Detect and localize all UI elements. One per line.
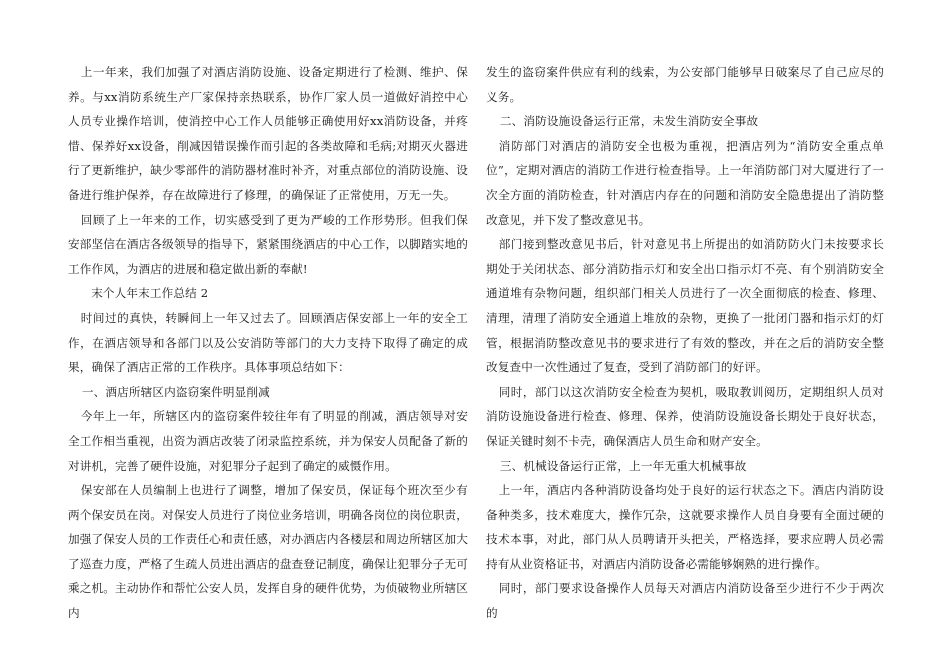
paragraph-rectification: 部门接到整改意见书后，针对意见书上所提出的如消防防火门未按要求长期处于关闭状态、部分消防指示灯和安全出口指示灯不亮、有个别消防安全通道堆有杂物问题，组织部门相关人员进行了一次全面彻底的检查、修理、清理，清理了消防安全通道上堆放的杂物，更换了一批闭门器和指示灯的灯管，根据消防整改意见书的要求进行了有效的整改，并在之后的消防安全整改复查中一次性通过了复查，受到了消防部门的好评。 — [486, 237, 884, 375]
left-column — [68, 60, 468, 626]
paragraph-staffing: 保安部在人员编制上也进行了调整，增加了保安员，保证每个班次至少有两个保安员在岗。对保安人员进行了岗位业务培训，明确各岗位的岗位职责，加强了保安人员的工作责任心和责任感，对办酒店内各楼层和周边所辖区加大了巡查力度，严格了生疏人员进出酒店的盘查登记制度，确保让犯罪分子无可乘之机。主动协作和帮忙公安人员，发挥自身的硬件优势，为侦破物业所辖区内 — [68, 483, 468, 621]
paragraph-maintenance: 上一年来，我们加强了对酒店消防设施、设备定期进行了检测、维护、保养。与xx消防系统生产厂家保持亲热联系，协作厂家人员一道做好消控中心人员专业操作培训，使消控中心工作人员能够正确使用好xx消防设备，并疼惜、保养好xx设备，削减因错误操作而引起的各类故障和毛病;对期灭火器进行了更新维护，缺少零部件的消防器材准时补齐，对重点部位的消防设施、设备进行维护保养，存在故障进行了修理，的确保证了正常使用，万无一失。 — [68, 65, 468, 202]
heading-mechanical: 三、机械设备运行正常，上一年无重大机械事故 — [499, 458, 747, 473]
paragraph-intro: 时间过的真快，转瞬间上一年又过去了。回顾酒店保安部上一年的安全工作，在酒店领导和各部门以及公安消防等部门的大力支持下取得了确定的成果，确保了酒店正常的工作秩序。具体事项总结如下： — [68, 310, 468, 375]
heading-theft-reduction: 一、酒店所辖区内盗窃案件明显削减 — [81, 384, 270, 399]
paragraph-theft: 今年上一年，所辖区内的盗窃案件较往年有了明显的削减，酒店领导对安全工作相当重视，出资为酒店改装了闭录监控系统，并为保安人员配备了新的对讲机，完善了硬件设施，对犯罪分子起到了确定的威慑作用。 — [68, 409, 468, 473]
paragraph-review: 回顾了上一年来的工作，切实感受到了更为严峻的工作形势形。但我们保安部坚信在酒店各级领导的指导下，紧紧围绕酒店的中心工作，以脚踏实地的工作作风，为酒店的进展和稳定做出新的奉献! — [68, 212, 468, 276]
paragraph-equipment: 上一年，酒店内各种消防设备均处于良好的运行状态之下。酒店内消防设备种类多，技术难度大，操作冗杂，这就要求操作人员自身要有全面过硬的技术本事，对此，部门从人员聘请开头把关，严格选择，要求应聘人员必需持有从业资格证书，对酒店内消防设备必需能够娴熟的进行操作。 — [486, 483, 884, 571]
right-column — [486, 60, 884, 626]
paragraph-maintenance-schedule: 同时，部门以这次消防安全检查为契机，吸取教训阅历，定期组织人员对消防设施设备进行检查、修理、保养，使消防设施设备长期处于良好状态，保证关键时刻不卡壳，确保酒店人员生命和财产安全。 — [486, 384, 884, 448]
paragraph-daily-checks: 同时，部门要求设备操作人员每天对酒店内消防设备至少进行不少于两次的 — [486, 581, 884, 621]
paragraph-continuation: 发生的盗窃案件供应有利的线索，为公安部门能够早日破案尽了自己应尽的义务。 — [486, 65, 884, 104]
paragraph-fire-inspection: 消防部门对酒店的消防安全也极为重视，把酒店列为“消防安全重点单位”，定期对酒店的消防工作进行检查指导。上一年消防部门对大厦进行了一次全方面的消防检查，针对酒店内存在的问题和消防安全隐患提出了消防整改意见，并下发了整改意见书。 — [486, 138, 884, 227]
section-title: 末个人年末工作总结 2 — [91, 286, 209, 301]
heading-fire-safety: 二、消防设施设备运行正常，未发生消防安全事故 — [499, 114, 759, 129]
